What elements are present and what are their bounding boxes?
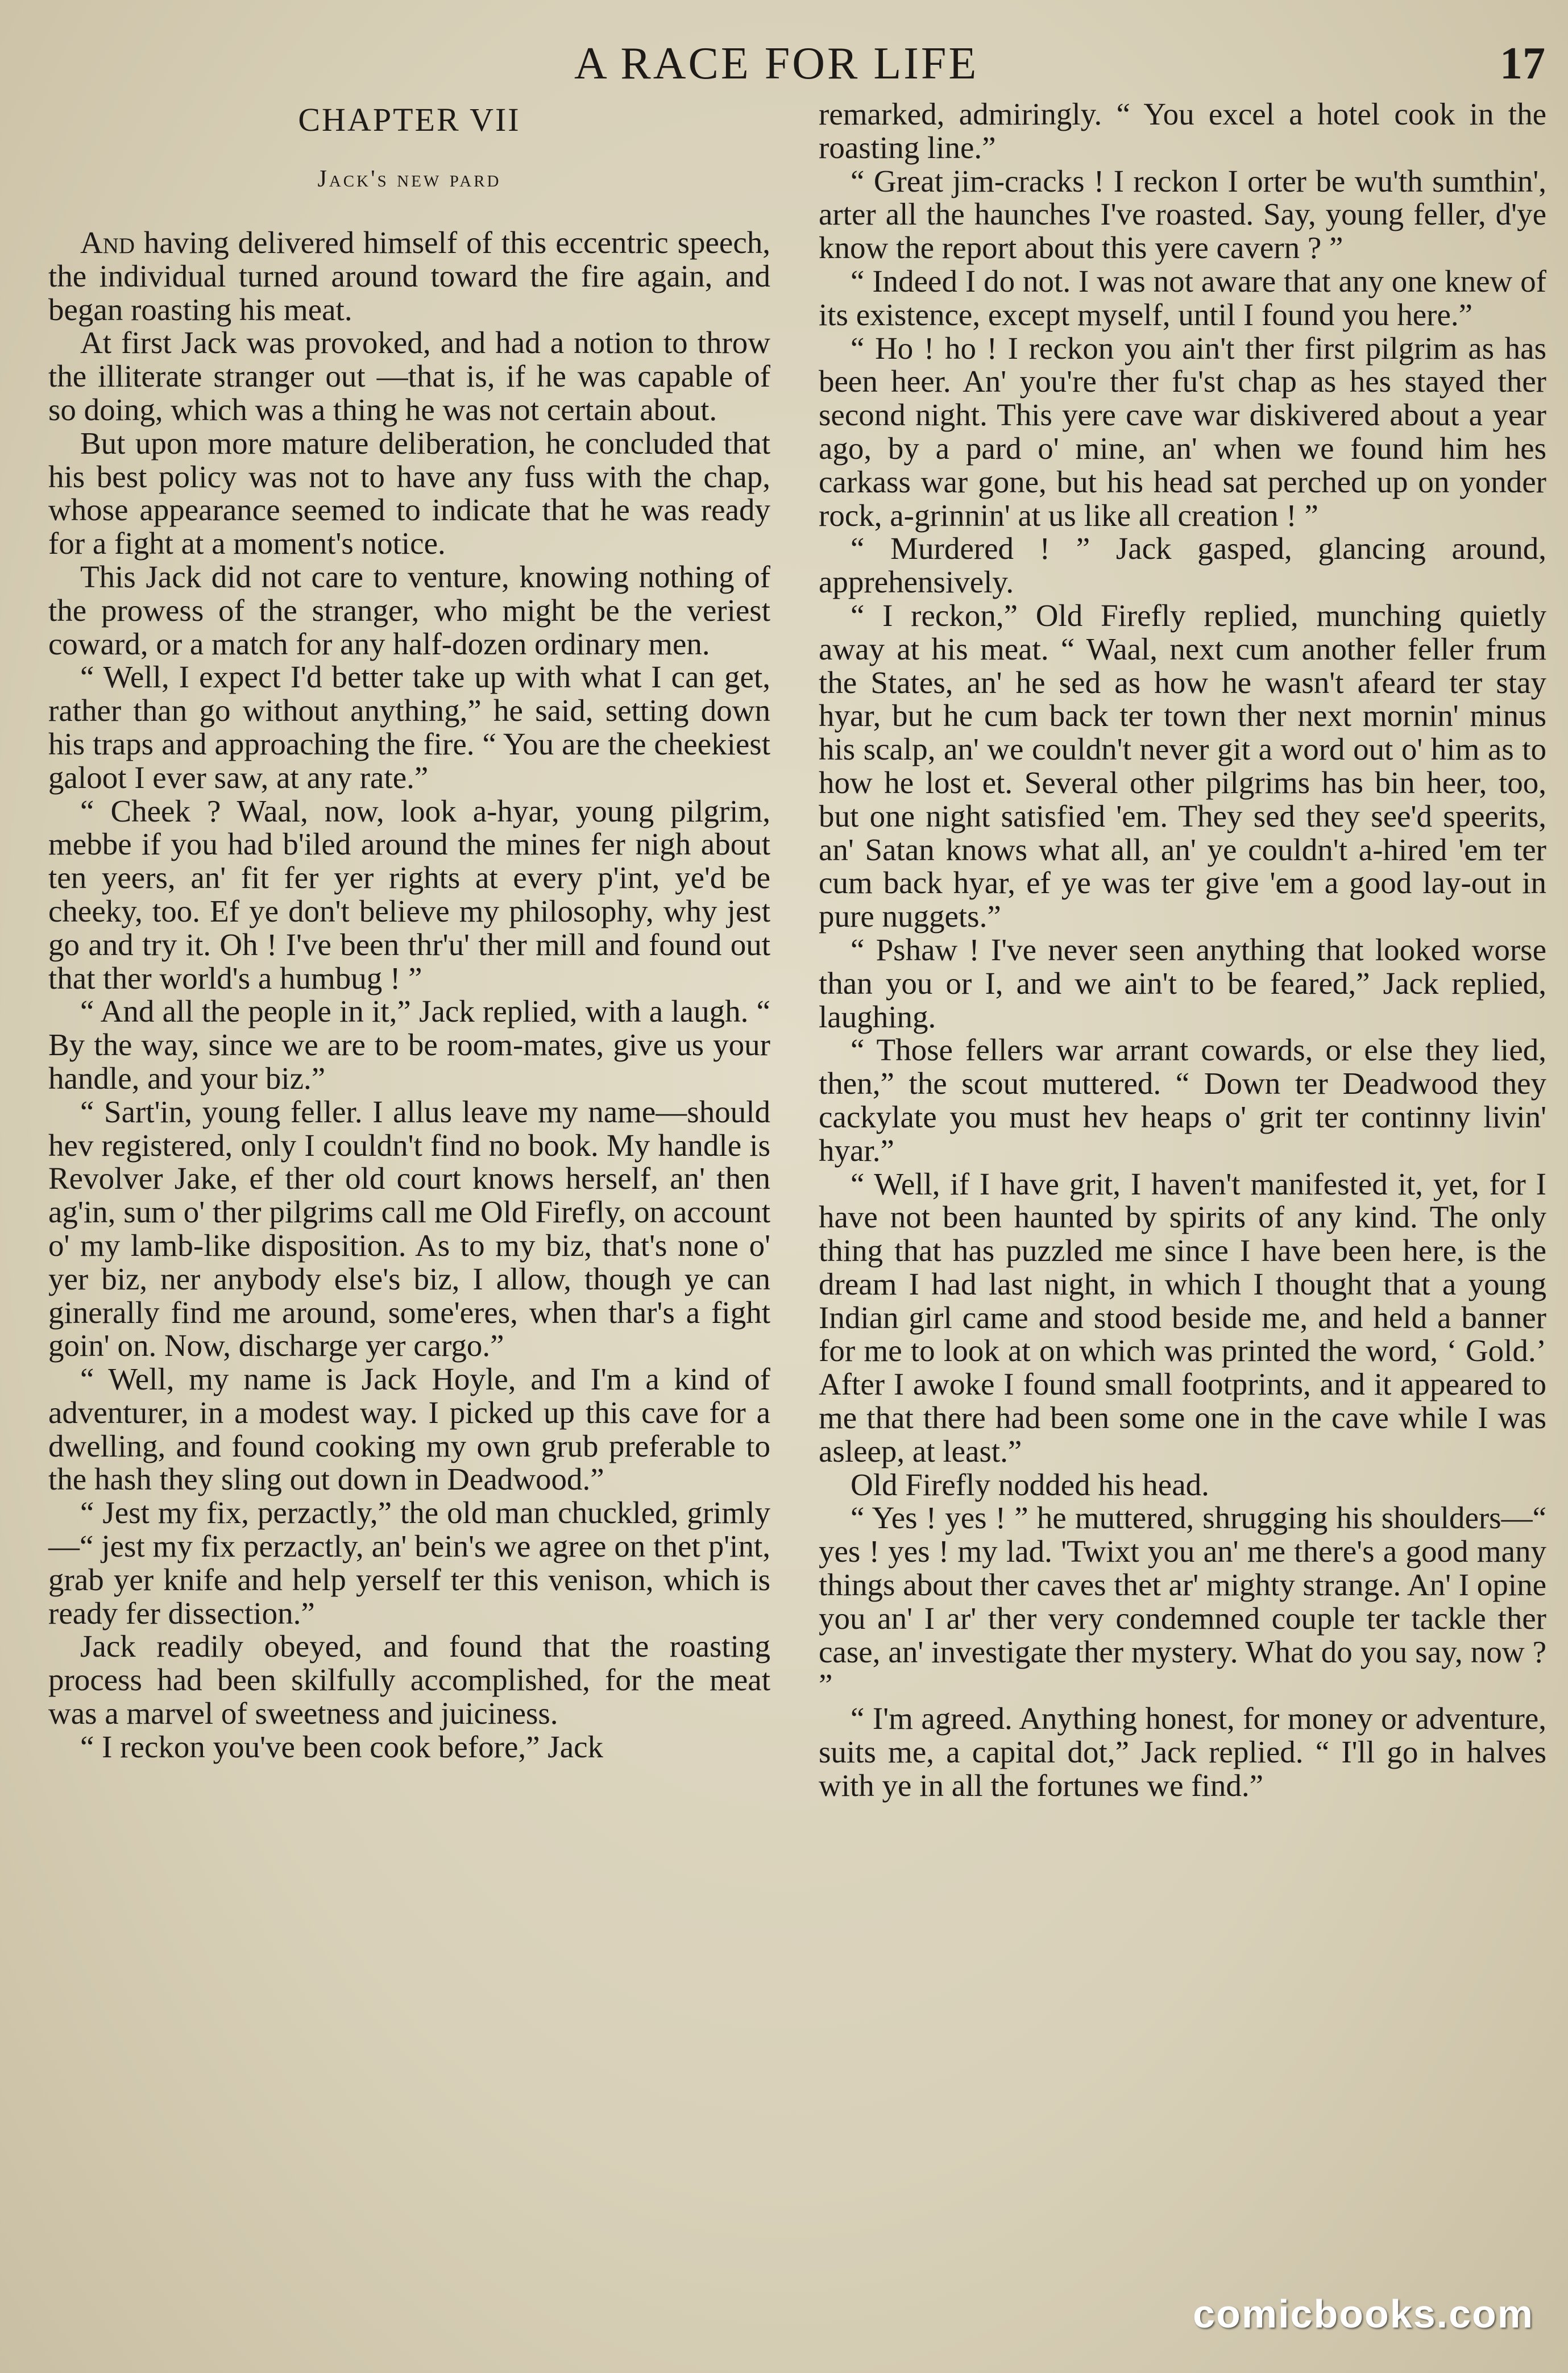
paragraph: “ Murdered ! ” Jack gasped, glancing around, apprehensively. bbox=[819, 531, 1546, 600]
right-column bbox=[819, 98, 1546, 1803]
paragraph: “ Ho ! ho ! I reckon you ain't ther first pilgrim as has been heer. An' you're ther fu'st chap as hes stayed ther second night. This yere cave war diskivered about a year ago, by a pard o' mine, an' when we found him hes carkass war gone, but his head sat perched up on yonder rock, a-grinnin' at us like all creation ! ” bbox=[819, 330, 1546, 533]
page-number: 17 bbox=[1500, 39, 1545, 89]
paragraph: This Jack did not care to venture, knowing nothing of the prowess of the stranger, who might be the veriest coward, or a match for any half-dozen ordinary men. bbox=[48, 559, 770, 661]
paragraph: At first Jack was provoked, and had a notion to throw the illiterate stranger out —that is, if he was capable of so doing, which was a thing he was not certain about. bbox=[48, 325, 770, 427]
paragraph: “ Well, I expect I'd better take up with what I can get, rather than go without anything,” he said, setting down his traps and approaching the fire. “ You are the cheekiest galoot I ever saw, at any rate.” bbox=[48, 659, 770, 795]
paragraph: “ I reckon,” Old Firefly replied, munching quietly away at his meat. “ Waal, next cum another feller frum the States, an' he sed as how he wasn't afeard ter stay hyar, but he cum back ter town ther next mornin' minus his scalp, an' we couldn't never git a word out o' him as to how he lost et. Several other pilgrims has bin heer, too, but one night satisfied 'em. They sed they see'd speerits, an' Satan knows what all, an' ye couldn't a-hired 'em ter cum back hyar, ef ye was ter give 'em a good lay-out in pure nuggets.” bbox=[819, 598, 1546, 934]
paragraph: “ Great jim-cracks ! I reckon I orter be wu'th sumthin', arter all the haunches I've roasted. Say, young feller, d'ye know the report about this yere cavern ? ” bbox=[819, 163, 1546, 265]
paragraph: Old Firefly nodded his head. bbox=[851, 1467, 1209, 1502]
page-header bbox=[0, 35, 1568, 92]
paragraph: remarked, admiringly. “ You excel a hotel cook in the roasting line.” bbox=[819, 97, 1546, 165]
paragraph: “ Well, if I have grit, I haven't manifested it, yet, for I have not been haunted by spirits of any kind. The only thing that has puzzled me since I have been here, is the dream I had last night, in which I thought that a young Indian girl came and stood beside me, and held a banner for me to look at on which was printed the word, ‘ Gold.’ After I awoke I found small footprints, and it appeared to me that there had been some one in the cave while I was asleep, at least.” bbox=[819, 1166, 1546, 1468]
paragraph: “ Those fellers war arrant cowards, or else they lied, then,” the scout muttered. “ Down ter Deadwood they cackylate you must hev heaps o' grit ter continny livin' hyar.” bbox=[819, 1032, 1546, 1168]
running-title: A RACE FOR LIFE bbox=[574, 39, 979, 89]
paragraph-text: having delivered himself of this eccentric speech, the individual turned around toward the fire again, and began roasting his meat. bbox=[48, 225, 770, 327]
paragraph: “ I reckon you've been cook before,” Jack bbox=[80, 1729, 604, 1764]
paragraph: But upon more mature deliberation, he concluded that his best policy was not to have any fuss with the chap, whose appearance seemed to indicate that he was ready for a fight at a moment's notice. bbox=[48, 425, 770, 561]
left-column bbox=[48, 102, 770, 1764]
paragraph bbox=[48, 226, 770, 326]
chapter-subtitle: Jack's new pard bbox=[317, 166, 501, 192]
paragraph: “ Indeed I do not. I was not aware that any one knew of its existence, except myself, until I found you here.” bbox=[819, 263, 1546, 332]
watermark: comicbooks.com bbox=[1193, 2292, 1534, 2336]
paragraph: “ Pshaw ! I've never seen anything that looked worse than you or I, and we ain't to be feared,” Jack replied, laughing. bbox=[819, 932, 1546, 1034]
chapter-title: CHAPTER VII bbox=[298, 101, 521, 138]
drop-lead: And bbox=[80, 225, 135, 260]
paragraph: “ Cheek ? Waal, now, look a-hyar, young pilgrim, mebbe if you had b'iled around the mines fer nigh about ten yeers, an' fit fer yer rights at every p'int, ye'd be cheeky, too. Ef ye don't believe my philosophy, why jest go and try it. Oh ! I've been thr'u' ther mill and found out that ther world's a humbug ! ” bbox=[48, 793, 770, 995]
paragraph: “ I'm agreed. Anything honest, for money or adventure, suits me, a capital dot,” Jack replied. “ I'll go in halves with ye in all the fortunes we find.” bbox=[819, 1701, 1546, 1803]
paragraph: “ Yes ! yes ! ” he muttered, shrugging his shoulders—“ yes ! yes ! my lad. 'Twixt you an' me there's a good many things about ther caves thet ar' mighty strange. An' I opine you an' I ar' ther very condemned couple ter tackle ther case, an' investigate ther mystery. What do you say, now ? ” bbox=[819, 1500, 1546, 1703]
paragraph: “ Sart'in, young feller. I allus leave my name—should hev registered, only I couldn't find no book. My handle is Revolver Jake, ef ther old court knows herself, an' then ag'in, sum o' ther pilgrims call me Old Firefly, on account o' my lamb-like disposition. As to my biz, that's none o' yer biz, ner anybody else's biz, I allow, though ye can ginerally find me around, some'eres, when thar's a fight goin' on. Now, discharge yer cargo.” bbox=[48, 1094, 770, 1363]
paragraph: “ Jest my fix, perzactly,” the old man chuckled, grimly—“ jest my fix perzactly, an' bein's we agree on thet p'int, grab yer knife and help yerself ter this venison, which is ready fer dissection.” bbox=[48, 1495, 770, 1631]
paragraph: “ And all the people in it,” Jack replied, with a laugh. “ By the way, since we are to be room-mates, give us your handle, and your biz.” bbox=[48, 994, 770, 1096]
paragraph: Jack readily obeyed, and found that the roasting process had been skilfully accomplished, for the meat was a marvel of sweetness and juiciness. bbox=[48, 1629, 770, 1731]
paragraph: “ Well, my name is Jack Hoyle, and I'm a kind of adventurer, in a modest way. I picked up this cave for a dwelling, and found cooking my own grub preferable to the hash they sling out down in Deadwood.” bbox=[48, 1362, 770, 1497]
